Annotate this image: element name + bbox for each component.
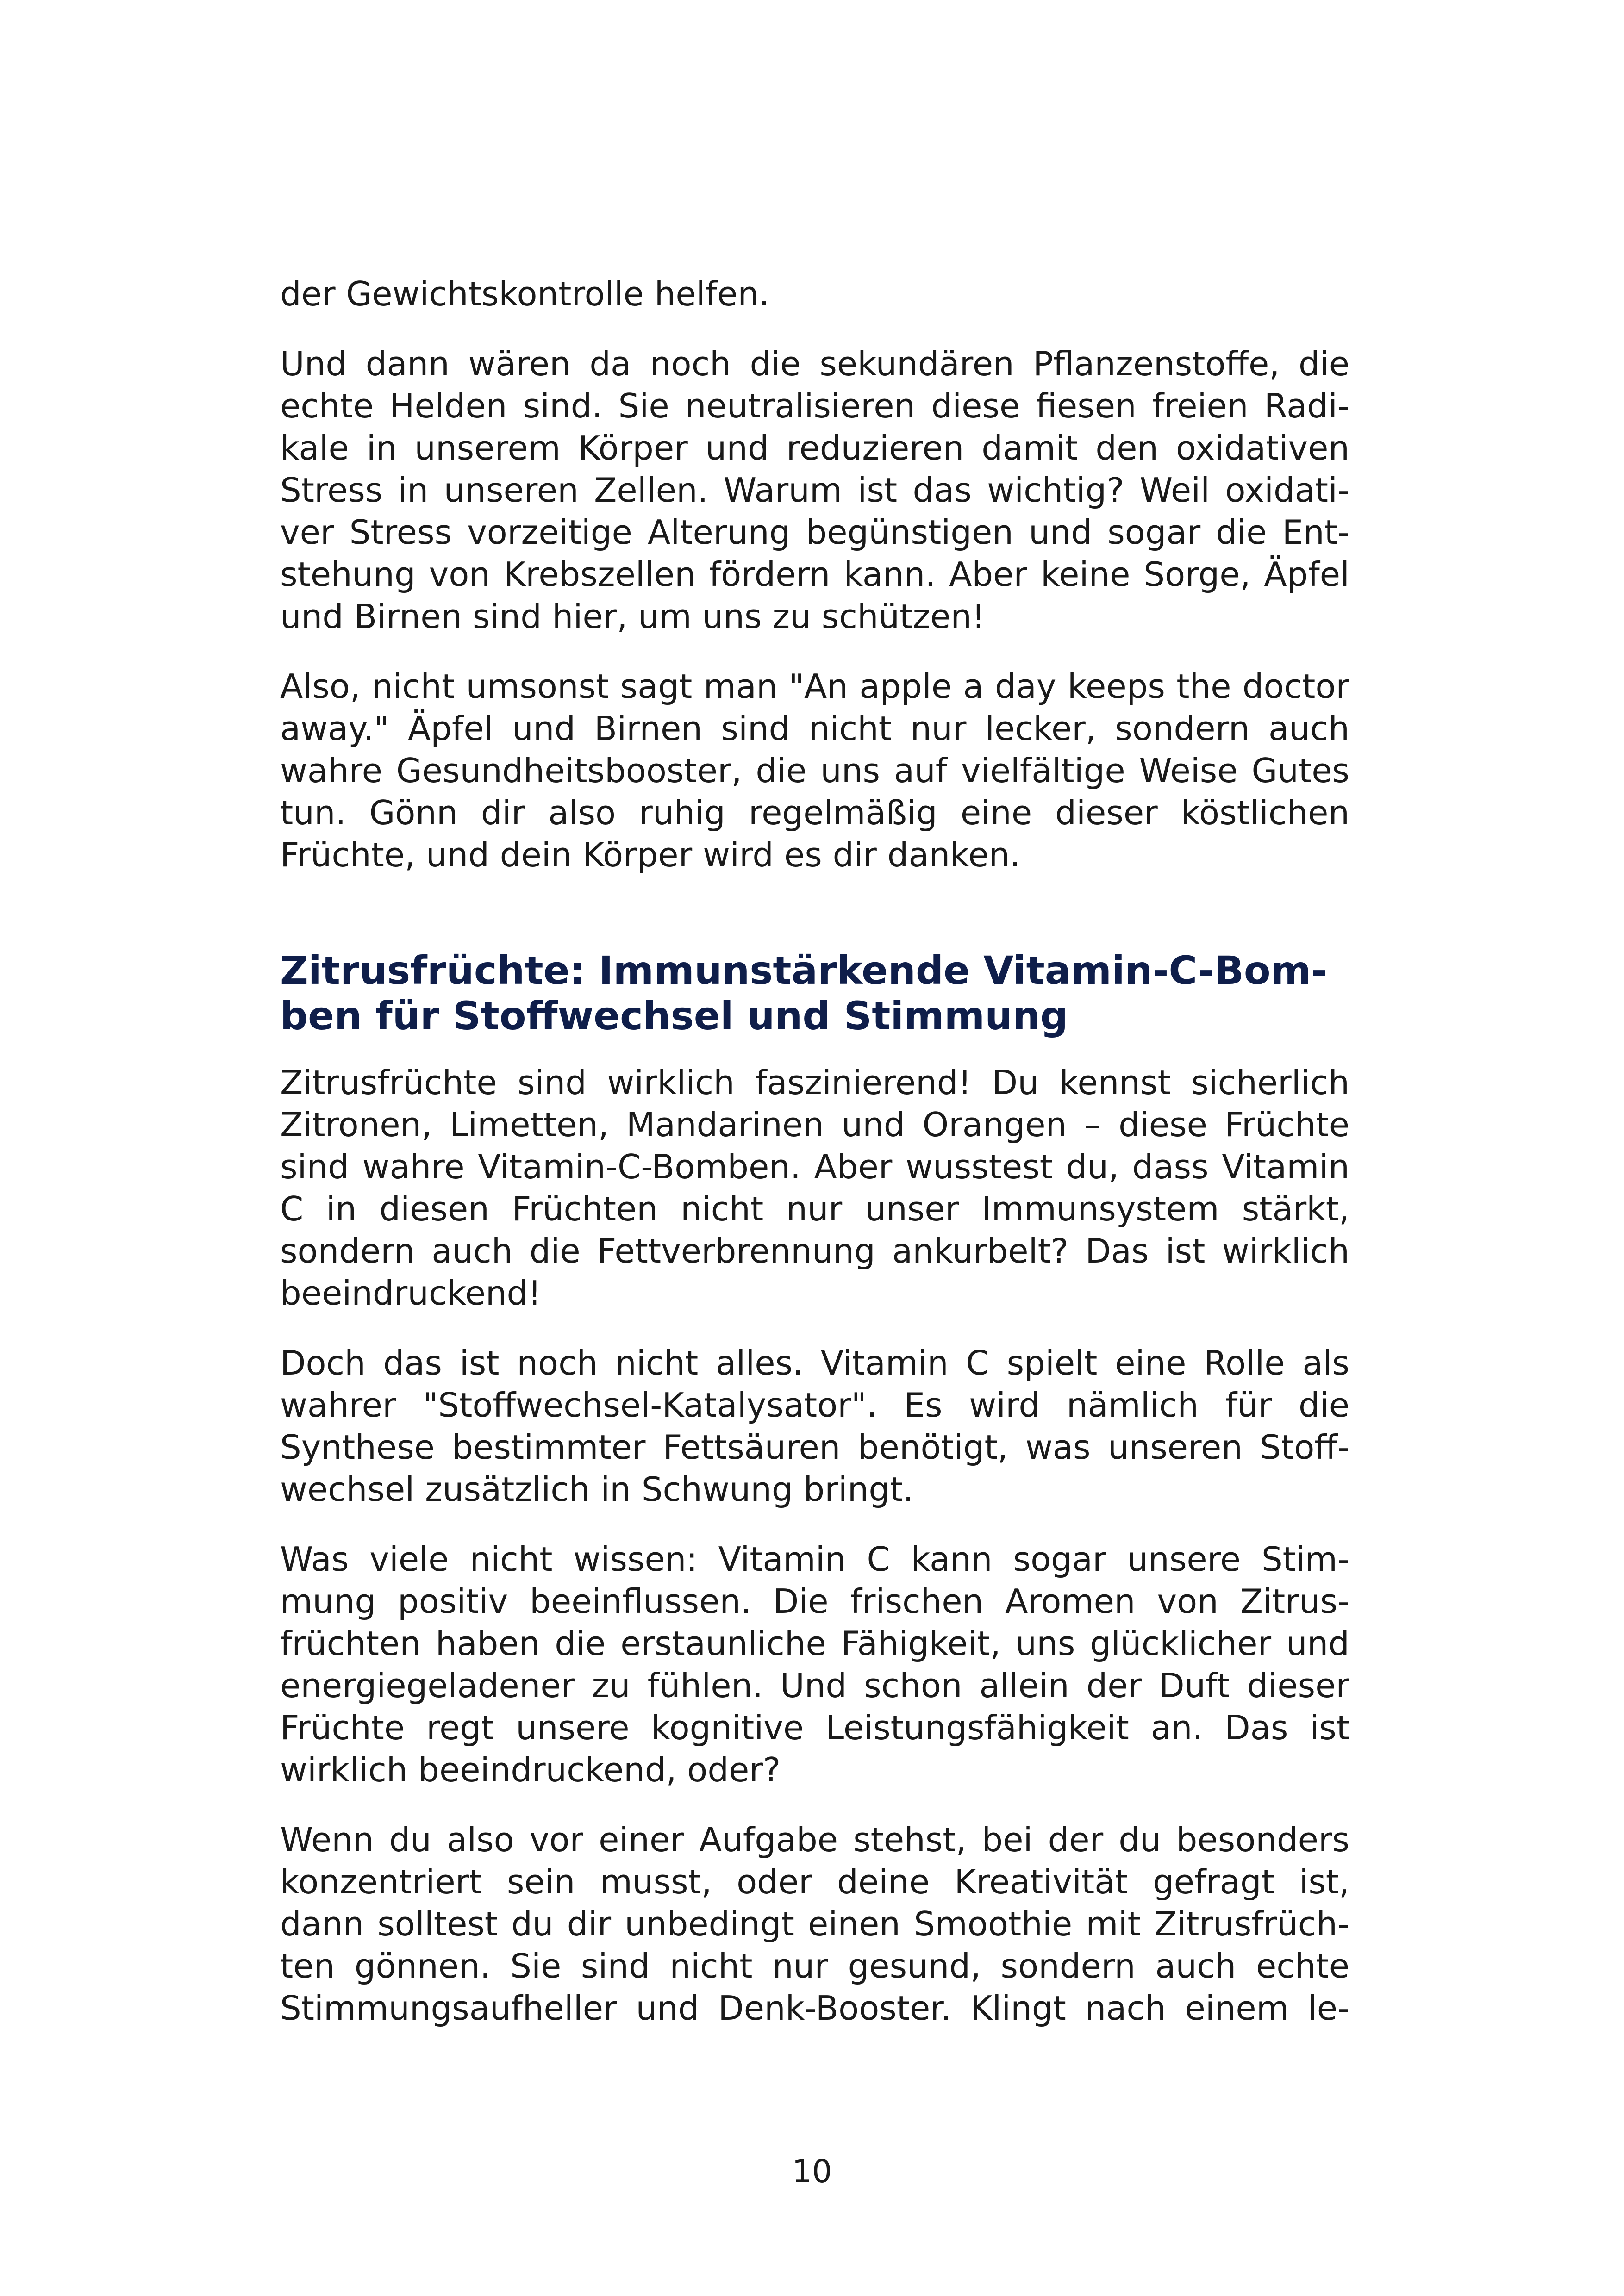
paragraph	[280, 1538, 1349, 1791]
text-line: energiegeladener zu fühlen. Und schon allein der Duft dieser	[280, 1666, 1349, 1705]
text-line: mung positiv beeinflussen. Die frischen Aromen von Zitrus-	[280, 1582, 1349, 1621]
paragraph-gap	[280, 1511, 1349, 1538]
text-line: Zitrusfrüchte sind wirklich faszinierend! Du kennst sicherlich	[280, 1063, 1349, 1102]
section-heading	[280, 948, 1349, 1039]
text-line: Wenn du also vor einer Aufgabe stehst, bei der du besonders	[280, 1820, 1349, 1859]
heading-gap	[280, 1039, 1349, 1062]
section-gap	[280, 876, 1349, 948]
text-line: konzentriert sein musst, oder deine Kreativität gefragt ist,	[280, 1862, 1349, 1901]
text-line: ver Stress vorzeitige Alterung begünstigen und sogar die Ent-	[280, 513, 1349, 552]
paragraph	[280, 1342, 1349, 1511]
text-line: Zitronen, Limetten, Mandarinen und Orangen – diese Früchte	[280, 1105, 1349, 1144]
paragraph-gap	[280, 1314, 1349, 1342]
paragraph-gap	[280, 315, 1349, 343]
paragraph	[280, 666, 1349, 876]
text-line: C in diesen Früchten nicht nur unser Immunsystem stärkt,	[280, 1189, 1349, 1228]
text-line: Stress in unseren Zellen. Warum ist das wichtig? Weil oxidati-	[280, 471, 1349, 510]
paragraph	[280, 343, 1349, 638]
text-line: tun. Gönn dir also ruhig regelmäßig eine dieser köstlichen	[280, 793, 1349, 832]
text-line: und Birnen sind hier, um uns zu schützen!	[280, 597, 985, 636]
heading-line: ben für Stoffwechsel und Stimmung	[280, 993, 1068, 1039]
paragraph-gap	[280, 1791, 1349, 1819]
text-line: stehung von Krebszellen fördern kann. Aber keine Sorge, Äpfel	[280, 555, 1349, 594]
page-number: 10	[792, 2153, 832, 2190]
text-line: ten gönnen. Sie sind nicht nur gesund, sondern auch echte	[280, 1947, 1349, 1985]
text-line: Also, nicht umsonst sagt man "An apple a day keeps the doctor	[280, 667, 1349, 706]
text-line: früchten haben die erstaunliche Fähigkeit, uns glücklicher und	[280, 1624, 1349, 1663]
text-line: dann solltest du dir unbedingt einen Smoothie mit Zitrusfrüch-	[280, 1904, 1349, 1943]
text-line: beeindruckend!	[280, 1274, 542, 1313]
text-line: sondern auch die Fettverbrennung ankurbelt? Das ist wirklich	[280, 1232, 1349, 1270]
text-line: wahre Gesundheitsbooster, die uns auf vielfältige Weise Gutes	[280, 751, 1349, 790]
text-line: wahrer "Stoffwechsel-Katalysator". Es wird nämlich für die	[280, 1386, 1349, 1425]
text-line: wirklich beeindruckend, oder?	[280, 1750, 781, 1789]
text-line: Und dann wären da noch die sekundären Pflanzenstoffe, die	[280, 344, 1349, 383]
paragraph	[280, 1062, 1349, 1314]
text-line: Früchte, und dein Körper wird es dir danken.	[280, 835, 1021, 874]
text-line: sind wahre Vitamin-C-Bomben. Aber wusstest du, dass Vitamin	[280, 1147, 1349, 1186]
text-line: wechsel zusätzlich in Schwung bringt.	[280, 1470, 914, 1509]
text-line: Früchte regt unsere kognitive Leistungsfähigkeit an. Das ist	[280, 1708, 1349, 1747]
text-line: Was viele nicht wissen: Vitamin C kann sogar unsere Stim-	[280, 1540, 1349, 1579]
paragraph-gap	[280, 638, 1349, 666]
text-line: Doch das ist noch nicht alles. Vitamin C spielt eine Rolle als	[280, 1344, 1349, 1382]
document-body	[280, 273, 1349, 2029]
text-line: Synthese bestimmter Fettsäuren benötigt, was unseren Stoff-	[280, 1428, 1349, 1467]
text-line: kale in unserem Körper und reduzieren damit den oxidativen	[280, 429, 1349, 467]
heading-line: Zitrusfrüchte: Immunstärkende Vitamin-C-Bom-	[280, 948, 1328, 993]
text-line: der Gewichtskontrolle helfen.	[280, 274, 769, 313]
text-line: away." Äpfel und Birnen sind nicht nur lecker, sondern auch	[280, 709, 1349, 748]
paragraph	[280, 1819, 1349, 2029]
text-line: Stimmungsaufheller und Denk-Booster. Klingt nach einem le-	[280, 1989, 1349, 2028]
text-line: echte Helden sind. Sie neutralisieren diese fiesen freien Radi-	[280, 386, 1349, 425]
paragraph	[280, 273, 1349, 315]
